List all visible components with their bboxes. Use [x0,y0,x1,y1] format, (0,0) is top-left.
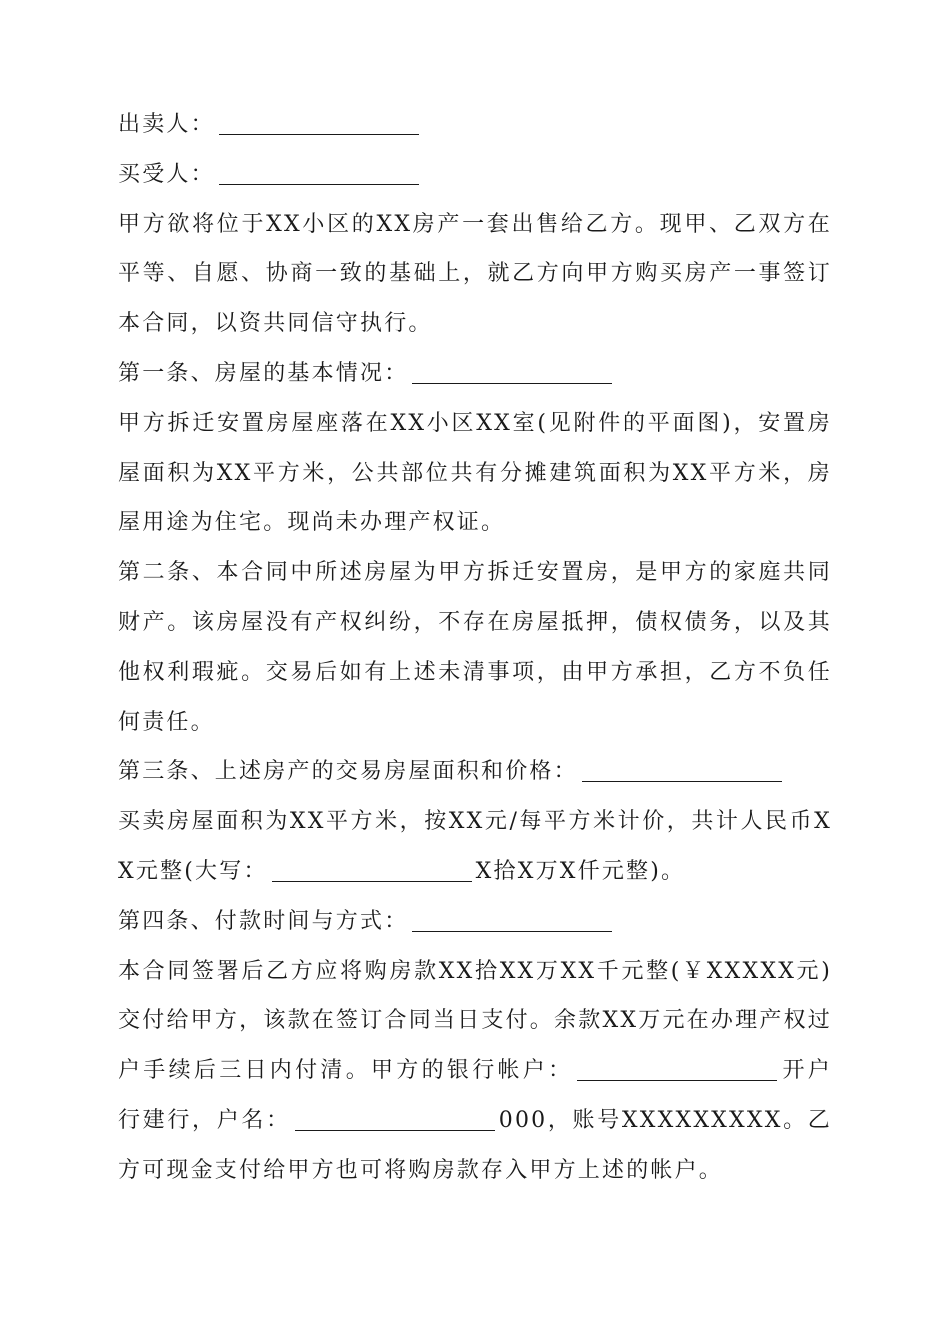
article4-title-line [118,897,832,947]
seller-label: 出卖人： [118,112,215,137]
article3-title-line [118,747,832,797]
intro-paragraph: 甲方欲将位于XX小区的XX房产一套出售给乙方。现甲、乙双方在平等、自愿、协商一致的基础上，就乙方向甲方购买房产一事签订本合同，以资共同信守执行。 [118,211,832,337]
buyer-line [118,150,832,200]
seller-line [118,100,832,150]
article2-paragraph: 第二条、本合同中所述房屋为甲方拆迁安置房，是甲方的家庭共同财产。该房屋没有产权纠纷，不存在房屋抵押，债权债务，以及其他权利瑕疵。交易后如有上述未清事项，由甲方承担，乙方不负任何责任。 [118,560,832,735]
buyer-blank [219,162,419,185]
seller-blank [219,112,419,135]
price-uppercase-blank [272,859,472,882]
article1-title-line [118,349,832,399]
article1-paragraph: 甲方拆迁安置房屋座落在XX小区XX室(见附件的平面图)，安置房屋面积为XX平方米，公共部位共有分摊建筑面积为XX平方米，房屋用途为住宅。现尚未办理产权证。 [118,410,832,536]
article4-text-b: 开户行建行，户名： [118,1058,832,1133]
article4-text-a: 本合同签署后乙方应将购房款XX拾XX万XX千元整(￥XXXXX元)交付给甲方，该款在签订合同当日支付。余款XX万元在办理产权过户手续后三日内付清。甲方的银行帐户： [118,958,832,1084]
article3-text-b: X拾X万X仟元整)。 [475,858,686,884]
buyer-label: 买受人： [118,161,215,187]
article4-title: 第四条、付款时间与方式： [118,908,409,934]
article3-blank [582,759,782,782]
bank-account-blank [577,1058,777,1081]
account-name-blank [295,1108,495,1131]
article3-paragraph [118,797,832,897]
article3-text-a: 买卖房屋面积为XX平方米，按XX元/每平方米计价，共计人民币XX元整(大写： [118,809,832,884]
article4-blank [412,909,612,932]
article1-title: 第一条、房屋的基本情况： [118,360,409,386]
article4-text-c: 000，账号XXXXXXXXX。乙方可现金支付给甲方也可将购房款存入甲方上述的帐户。 [118,1107,832,1183]
article4-paragraph [118,947,832,1196]
article1-blank [412,361,612,384]
article3-title: 第三条、上述房产的交易房屋面积和价格： [118,759,578,785]
